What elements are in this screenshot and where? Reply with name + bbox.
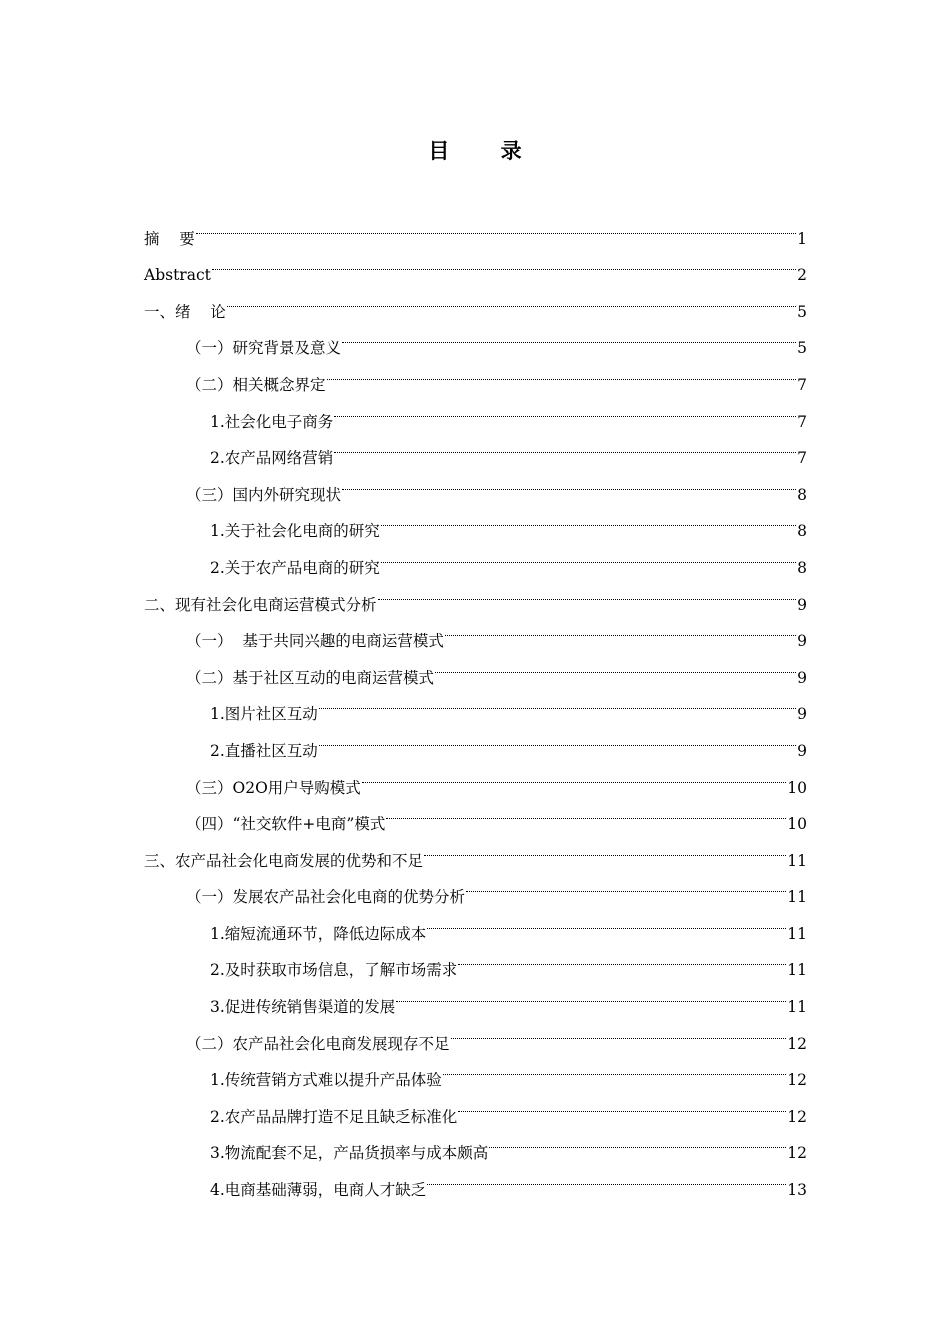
toc-entry-title: 2.农产品品牌打造不足且缺乏标准化 — [210, 1107, 458, 1126]
toc-entry-page-number: 1 — [797, 229, 807, 248]
dot-leader — [381, 500, 796, 537]
dot-leader — [212, 244, 796, 281]
toc-entry-page-number: 10 — [787, 778, 807, 797]
toc-entry-title: 三、农产品社会化电商发展的优势和不足 — [144, 851, 424, 870]
dot-leader — [427, 1158, 786, 1195]
toc-entry-title: 2.农产品网络营销 — [210, 449, 334, 468]
toc-entry-title: （一）发展农产品社会化电商的优势分析 — [186, 888, 466, 907]
toc-entry-page-number: 8 — [797, 522, 807, 541]
toc-entry-page-number: 5 — [797, 302, 807, 321]
toc-entry-title: 1.社会化电子商务 — [210, 412, 334, 431]
toc-entry-page-number: 11 — [787, 888, 807, 907]
toc-entry-page-number: 11 — [787, 961, 807, 980]
dot-leader — [334, 427, 796, 464]
toc-entry-title: 摘 要 — [144, 229, 195, 248]
toc-entry-title: （三）O2O用户导购模式 — [186, 778, 361, 797]
toc-entry-title: 3.物流配套不足，产品货损率与成本颇高 — [210, 1144, 489, 1163]
dot-leader — [443, 1049, 786, 1086]
toc-entry-title: 2.关于农产品电商的研究 — [210, 558, 380, 577]
dot-leader — [424, 829, 786, 866]
dot-leader — [427, 902, 786, 939]
dot-leader — [196, 207, 796, 244]
toc-entry-title: 1.传统营销方式难以提升产品体验 — [210, 1071, 442, 1090]
toc-entry-title: （四）“社交软件+电商”模式 — [186, 815, 386, 834]
dot-leader — [489, 1122, 786, 1159]
toc-entry-title: 1.关于社会化电商的研究 — [210, 522, 380, 541]
dot-leader — [458, 939, 786, 976]
toc-entry-page-number: 9 — [797, 632, 807, 651]
toc-entry-page-number: 10 — [787, 815, 807, 834]
toc-entry-page-number: 13 — [787, 1181, 807, 1200]
toc-entry-title: 1.图片社区互动 — [210, 705, 318, 724]
toc-entry-page-number: 2 — [797, 266, 807, 285]
dot-leader — [362, 756, 786, 793]
toc-entry-title: 二、现有社会化电商运营模式分析 — [144, 595, 377, 614]
toc-entry-page-number: 11 — [787, 998, 807, 1017]
toc-entry[interactable] — [144, 244, 807, 285]
toc-entry-title: （二）农产品社会化电商发展现存不足 — [186, 1034, 450, 1053]
dot-leader — [319, 683, 796, 720]
toc-entry[interactable] — [144, 207, 807, 248]
toc-entry-title: （一）研究背景及意义 — [186, 339, 342, 358]
toc-entry-title: 4.电商基础薄弱，电商人才缺乏 — [210, 1181, 427, 1200]
toc-entry-title: Abstract — [144, 266, 211, 285]
dot-leader — [334, 390, 796, 427]
toc-entry-page-number: 8 — [797, 485, 807, 504]
toc-entry-title: （二）相关概念界定 — [186, 375, 326, 394]
toc-entry-page-number: 9 — [797, 705, 807, 724]
toc-entry-page-number: 9 — [797, 668, 807, 687]
toc-title: 目 录 — [428, 138, 544, 163]
toc-entry-page-number: 12 — [787, 1144, 807, 1163]
toc-entry-page-number: 9 — [797, 741, 807, 760]
toc-entry-title: （一） 基于共同兴趣的电商运营模式 — [186, 632, 444, 651]
toc-entry-title: 1.缩短流通环节，降低边际成本 — [210, 924, 427, 943]
toc-entry-page-number: 9 — [797, 595, 807, 614]
toc-entry-page-number: 7 — [797, 375, 807, 394]
dot-leader — [378, 573, 797, 610]
dot-leader — [342, 463, 796, 500]
dot-leader — [445, 610, 796, 647]
toc-entry-page-number: 11 — [787, 851, 807, 870]
toc-entry-title: （二）基于社区互动的电商运营模式 — [186, 668, 435, 687]
dot-leader — [386, 793, 786, 830]
dot-leader — [435, 646, 796, 683]
dot-leader — [227, 280, 796, 317]
toc-entry[interactable] — [144, 317, 807, 358]
toc-entry-page-number: 5 — [797, 339, 807, 358]
toc-entry-title: 3.促进传统销售渠道的发展 — [210, 998, 396, 1017]
toc-entry-page-number: 8 — [797, 558, 807, 577]
dot-leader — [466, 866, 786, 903]
toc-entry-page-number: 7 — [797, 449, 807, 468]
dot-leader — [451, 1012, 787, 1049]
toc-entry-page-number: 12 — [787, 1071, 807, 1090]
toc-entry-title: 2.及时获取市场信息，了解市场需求 — [210, 961, 458, 980]
table-of-contents — [144, 207, 807, 1200]
dot-leader — [458, 1085, 786, 1122]
toc-entry-page-number: 11 — [787, 924, 807, 943]
toc-entry[interactable] — [144, 280, 807, 321]
dot-leader — [319, 719, 796, 756]
toc-entry-title: 一、绪 论 — [144, 302, 226, 321]
dot-leader — [396, 975, 786, 1012]
toc-entry-title: 2.直播社区互动 — [210, 741, 318, 760]
toc-entry-title: （三）国内外研究现状 — [186, 485, 342, 504]
toc-entry-page-number: 7 — [797, 412, 807, 431]
dot-leader — [342, 317, 796, 354]
toc-entry-page-number: 12 — [787, 1107, 807, 1126]
dot-leader — [381, 536, 796, 573]
dot-leader — [327, 353, 797, 390]
toc-entry-page-number: 12 — [787, 1034, 807, 1053]
